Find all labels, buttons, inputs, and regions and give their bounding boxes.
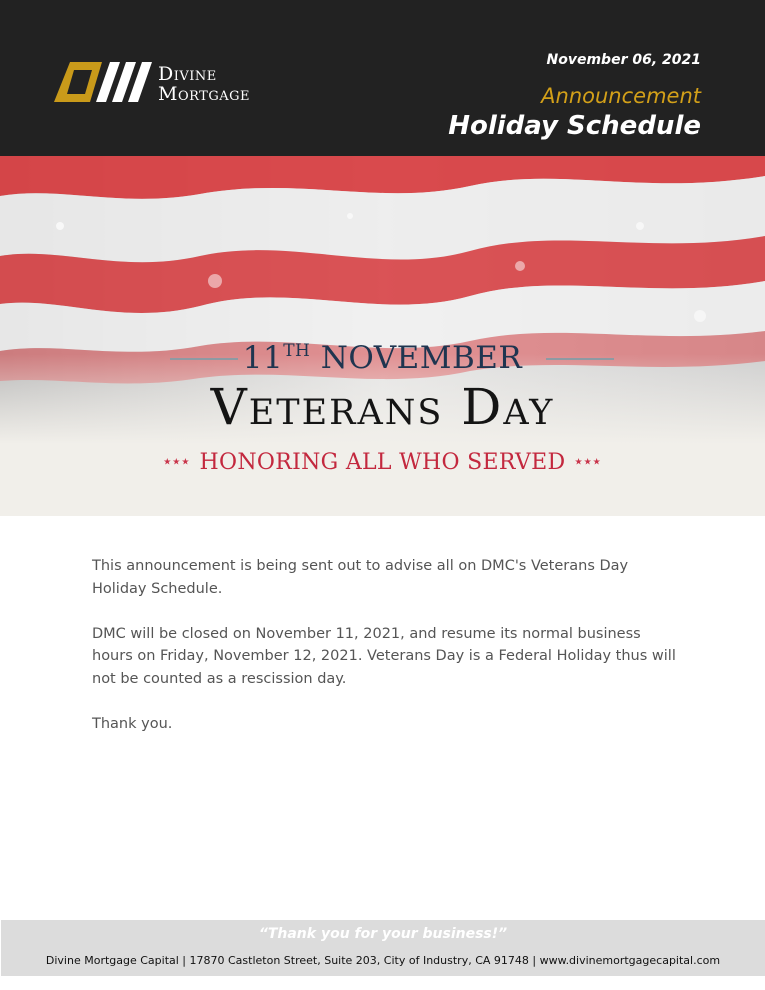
banner-title-text: Veterans Day <box>210 378 555 436</box>
announcement-date: November 06, 2021 <box>546 52 701 68</box>
stars-left-icon: ★★★ <box>163 457 191 468</box>
header-bar <box>0 0 765 156</box>
closing-line: Thank you. <box>92 715 173 732</box>
banner-date-number: 11 <box>242 340 284 376</box>
announcement-title: Holiday Schedule <box>448 111 701 141</box>
banner-title <box>0 378 765 436</box>
banner-date <box>0 340 765 376</box>
divine-mortgage-logo <box>52 60 282 106</box>
banner-date-suffix: TH <box>283 341 311 361</box>
stars-right-icon: ★★★ <box>574 457 602 468</box>
body-paragraph: This announcement is being sent out to advise all on DMC's Veterans Day Holiday Schedule. <box>92 558 629 597</box>
body-paragraph: DMC will be closed on November 11, 2021, and resume its normal business hours on Friday, November 12, 2021. Veterans Day is a Federal Holiday thus will not be counted as a rescission day. <box>92 625 676 687</box>
footer-quote: “Thank you for your business!” <box>258 926 508 942</box>
banner-subtitle-row <box>0 450 765 475</box>
announcement-label: Announcement <box>541 84 701 108</box>
logo-mark-icon <box>52 60 158 104</box>
banner-subtitle: HONORING ALL WHO SERVED <box>199 450 566 475</box>
banner-date-month: NOVEMBER <box>320 340 523 376</box>
announcement-body <box>92 555 682 758</box>
footer-address: Divine Mortgage Capital | 17870 Castleton Street, Suite 203, City of Industry, CA 91748 | www.divinemortgagecapital.com <box>45 954 721 967</box>
logo-word-mortgage: Mortgage <box>158 83 250 105</box>
logo-word-divine: Divine <box>158 63 217 85</box>
footer-bar <box>1 920 765 976</box>
